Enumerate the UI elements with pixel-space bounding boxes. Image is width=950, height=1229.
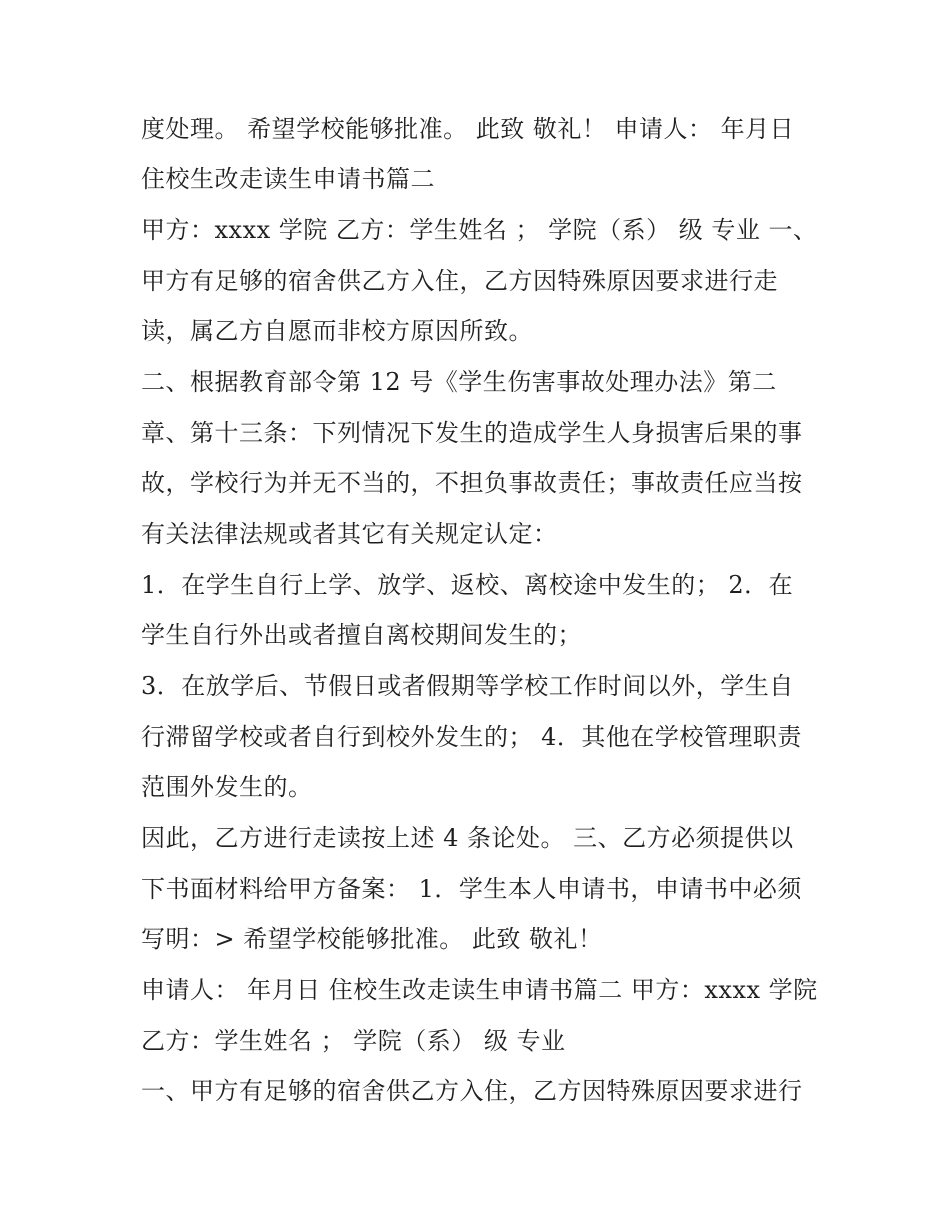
text-line: 甲方：xxxx 学院 乙方：学生姓名 ； 学院（系） 级 专业 一、	[141, 216, 818, 244]
text-line: 1．在学生自行上学、放学、返校、离校途中发生的； 2．在	[141, 571, 794, 599]
text-line: 学生自行外出或者擅自离校期间发生的；	[141, 621, 582, 649]
text-line: 下书面材料给甲方备案： 1．学生本人申请书，申请书中必须	[141, 875, 802, 903]
text-line: 读，属乙方自愿而非校方原因所致。	[141, 317, 533, 345]
text-line: 甲方有足够的宿舍供乙方入住，乙方因特殊原因要求进行走	[141, 267, 778, 295]
text-line: 住校生改走读生申请书篇二	[141, 165, 435, 193]
text-line: 范围外发生的。	[141, 773, 313, 801]
text-line: 二、根据教育部令第 12 号《学生伤害事故处理办法》第二	[141, 368, 777, 396]
text-line: 章、第十三条：下列情况下发生的造成学生人身损害后果的事	[141, 419, 803, 447]
text-line: 乙方：学生姓名 ； 学院（系） 级 专业	[141, 1027, 566, 1055]
text-line: 行滞留学校或者自行到校外发生的； 4．其他在学校管理职责	[141, 723, 802, 751]
text-line: 度处理。 希望学校能够批准。 此致 敬礼！ 申请人： 年月日	[141, 115, 795, 143]
text-line: 有关法律法规或者其它有关规定认定：	[141, 520, 558, 548]
text-line: 故，学校行为并无不当的，不担负事故责任；事故责任应当按	[141, 469, 803, 497]
text-line: 申请人： 年月日 住校生改走读生申请书篇二 甲方：xxxx 学院	[141, 976, 818, 1004]
text-line: 3．在放学后、节假日或者假期等学校工作时间以外，学生自	[141, 672, 794, 700]
text-line: 因此，乙方进行走读按上述 4 条论处。 三、乙方必须提供以	[141, 824, 794, 852]
text-line: 写明：> 希望学校能够批准。 此致 敬礼！	[141, 925, 603, 953]
text-line: 一、甲方有足够的宿舍供乙方入住，乙方因特殊原因要求进行	[141, 1077, 803, 1105]
